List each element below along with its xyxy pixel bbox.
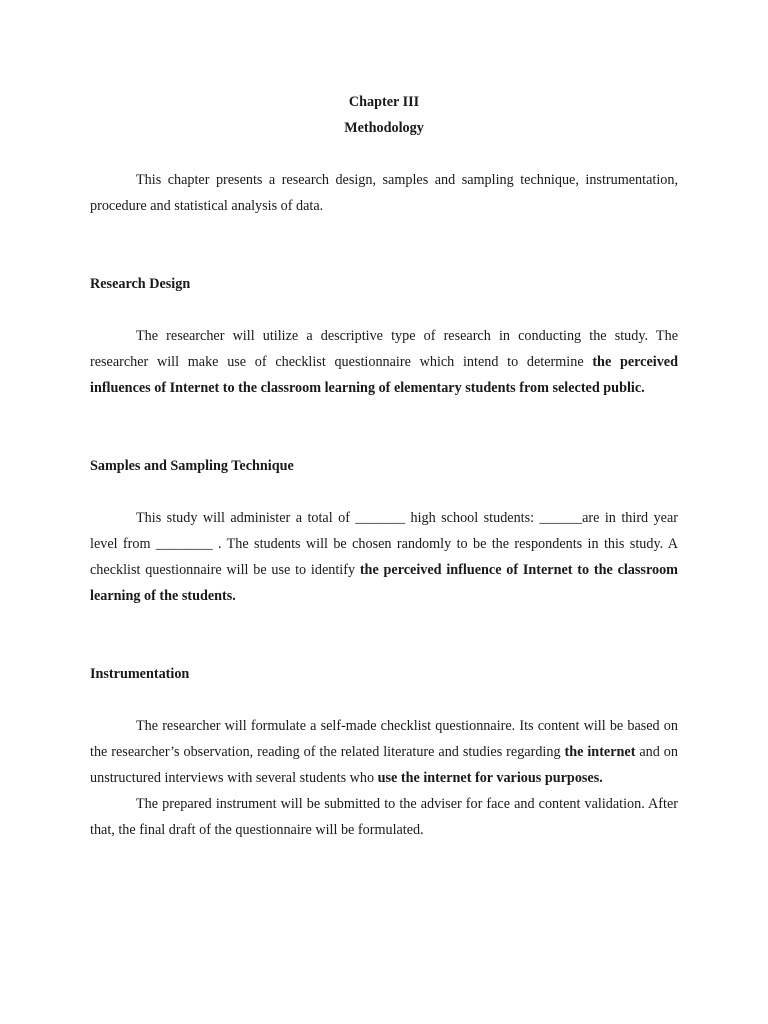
instrumentation-paragraph-1 [90,713,678,791]
chapter-title: Methodology [344,120,424,136]
instrumentation-text-b: and on unstructured interviews with several students who [90,744,678,786]
chapter-number: Chapter III [348,94,420,110]
samples-heading: Samples and Sampling Technique [90,458,294,474]
research-design-heading: Research Design [90,276,191,292]
document-body [90,89,678,843]
instrumentation-emphasis-b: use the internet for various purposes. [377,770,603,786]
instrumentation-paragraph-2: The prepared instrument will be submitted to the adviser for face and content validation. After that, the final draft of the questionnaire will be formulated. [90,796,678,838]
samples-text: This study will administer a total of _______ high school students: ______are in third year level from ________ . The students will be chosen randomly to be the respondents in this study. A checklist questionnaire will be use to identify [90,510,678,578]
samples-paragraph [90,505,678,609]
research-design-text: The researcher will utilize a descriptive type of research in conducting the study. The researcher will make use of checklist questionnaire which intend to determine [90,328,678,370]
instrumentation-text-a: The researcher will formulate a self-made checklist questionnaire. Its content will be based on the researcher’s observation, reading of the related literature and studies regarding [90,718,678,760]
research-design-paragraph [90,323,678,401]
instrumentation-heading: Instrumentation [90,666,190,682]
samples-emphasis: the perceived influence of Internet to the classroom learning of the students. [90,562,678,604]
instrumentation-emphasis-a: the internet [564,744,636,760]
intro-paragraph: This chapter presents a research design, samples and sampling technique, instrumentation, procedure and statistical analysis of data. [90,172,678,214]
research-design-emphasis: the perceived influences of Internet to the classroom learning of elementary students from selected public. [90,354,678,396]
